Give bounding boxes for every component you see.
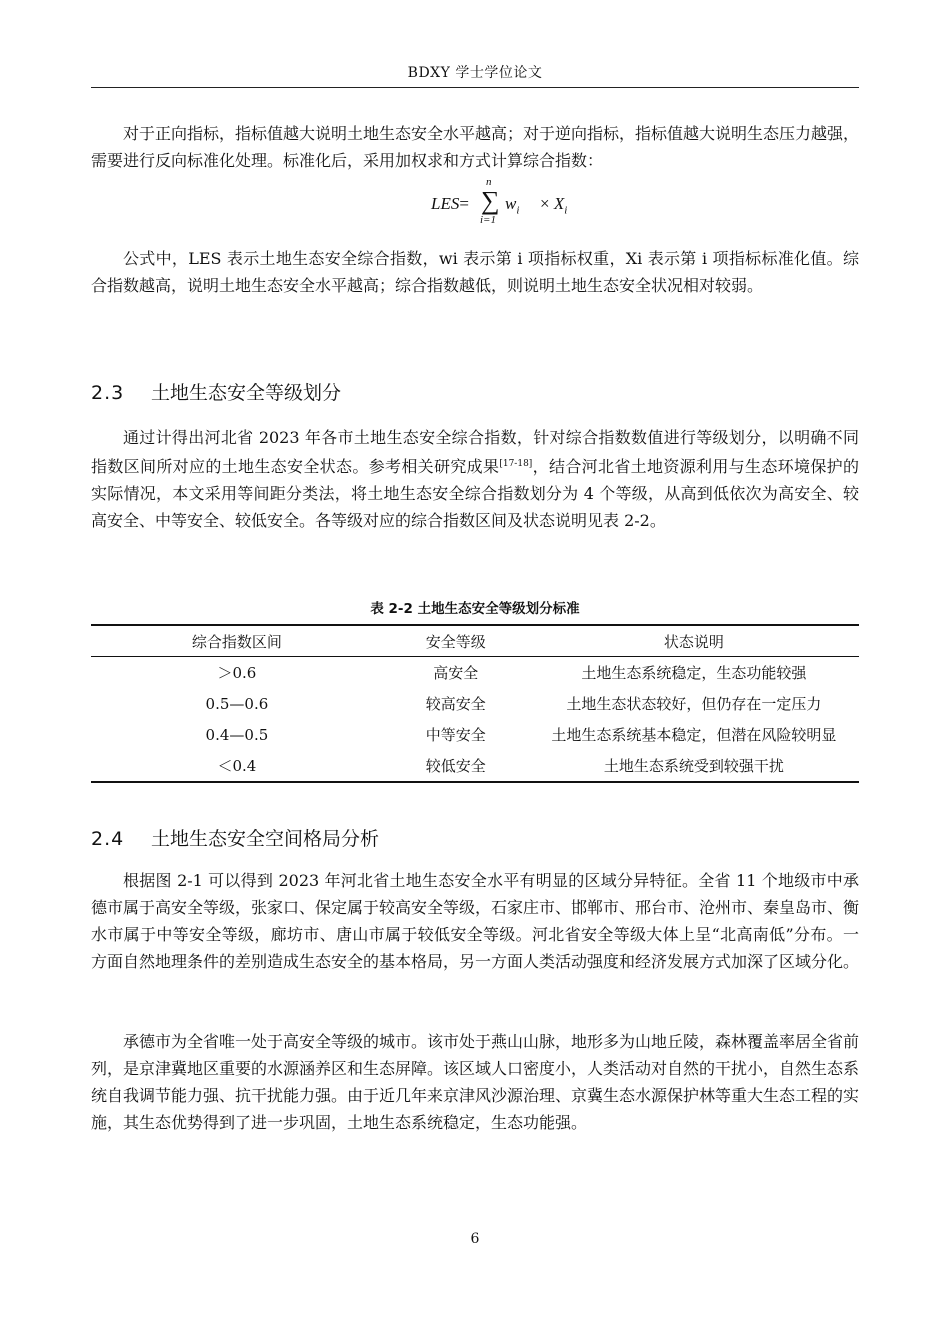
- paragraph-chengde: 承德市为全省唯一处于高安全等级的城市。该市处于燕山山脉，地形多为山地丘陵，森林覆盖率居全省前列，是京津冀地区重要的水源涵养区和生态屏障。该区域人口密度小，人类活动对自然的干扰小，自然生态系统自我调节能力强、抗干扰能力强。由于近几年来京津风沙源治理、京冀生态水源保护林等重大生态工程的实施，其生态优势得到了进一步巩固，土地生态系统稳定，生态功能强。: [91, 1032, 860, 1132]
- les-formula: [420, 176, 620, 230]
- status-cell: 土地生态系统基本稳定，但潜在风险较明显: [551, 726, 837, 744]
- status-cell: 土地生态状态较好，但仍存在一定压力: [566, 695, 822, 713]
- column-header: 状态说明: [529, 625, 859, 657]
- column-header: 综合指数区间: [91, 625, 383, 657]
- formula-weight: $w_i$: [505, 194, 520, 217]
- status-cell: 土地生态系统受到较强干扰: [529, 750, 859, 782]
- index-range-cell: 0.5—0.6: [205, 694, 269, 713]
- citation: [17-18]: [499, 459, 533, 469]
- paragraph-normalization: 对于正向指标，指标值越大说明土地生态安全水平越高；对于逆向指标，指标值越大说明生态压力越强，需要进行反向标准化处理。标准化后，采用加权求和方式计算综合指数：: [91, 124, 860, 170]
- table-row: [91, 719, 859, 750]
- section-heading-2-4: [91, 824, 379, 851]
- sum-lower-limit: i=1: [480, 214, 496, 226]
- section-number: 2.4: [91, 828, 125, 850]
- table-row: [91, 657, 859, 689]
- table-caption: 表 2-2 土地生态安全等级划分标准: [370, 601, 580, 617]
- section-number: 2.3: [91, 382, 125, 404]
- index-range-cell: ＞0.6: [217, 664, 257, 682]
- table-row: [91, 750, 859, 782]
- safety-level-cell: 较高安全: [425, 695, 486, 713]
- safety-level-cell: 中等安全: [425, 726, 486, 744]
- index-range-cell: 0.4—0.5: [205, 725, 269, 744]
- page-number: 6: [470, 1231, 480, 1247]
- index-range-cell: ＜0.4: [91, 750, 383, 782]
- section-title: 土地生态安全等级划分: [151, 382, 342, 404]
- table-row: [91, 688, 859, 719]
- header-rule: [91, 87, 859, 88]
- section-title: 土地生态安全空间格局分析: [151, 828, 380, 850]
- safety-level-cell: 高安全: [433, 664, 479, 682]
- formula-value: × $X_i$: [540, 194, 568, 217]
- column-header: 安全等级: [383, 625, 529, 657]
- paragraph-grading: 通过计得出河北省 2023 年各市土地生态安全综合指数，针对综合指数数值进行等级划分，以明确不同指数区间所对应的土地生态安全状态。参考相关研究成果[17-18]，结合河北省土地资源利用与生态环境保护的实际情况，本文采用等间距分类法，将土地生态安全综合指数划分为 4 个等级，从高到低依次为高安全、较高安全、中等安全、较低安全。各等级对应的综合指数区间及状态说明见表 2-2。: [91, 428, 859, 530]
- sum-upper-limit: n: [486, 176, 492, 188]
- table-header-row: [91, 625, 859, 657]
- grading-standard-table: [91, 624, 859, 783]
- paragraph-formula-explanation: 公式中，LES 表示土地生态安全综合指数，wi 表示第 i 项指标权重，Xi 表示第 i 项指标标准化值。综合指数越高，说明土地生态安全水平越高；综合指数越低，则说明土地生态安全状况相对较弱。: [91, 249, 859, 295]
- formula-lhs: LES=: [431, 194, 469, 213]
- paragraph-spatial-pattern: 根据图 2-1 可以得到 2023 年河北省土地生态安全水平有明显的区域分异特征。全省 11 个地级市中承德市属于高安全等级，张家口、保定属于较高安全等级，石家庄市、邯郸市、邢台市、沧州市、秦皇岛市、衡水市属于中等安全等级，廊坊市、唐山市属于较低安全等级。河北省安全等级大体上呈“北高南低”分布。一方面自然地理条件的差别造成生态安全的基本格局，另一方面人类活动强度和经济发展方式加深了区域分化。: [91, 871, 860, 971]
- section-heading-2-3: [91, 378, 341, 405]
- summation-symbol: ∑: [481, 186, 500, 215]
- status-cell: 土地生态系统稳定，生态功能较强: [581, 664, 807, 682]
- safety-level-cell: 较低安全: [383, 750, 529, 782]
- running-header: BDXY 学士学位论文: [407, 65, 543, 81]
